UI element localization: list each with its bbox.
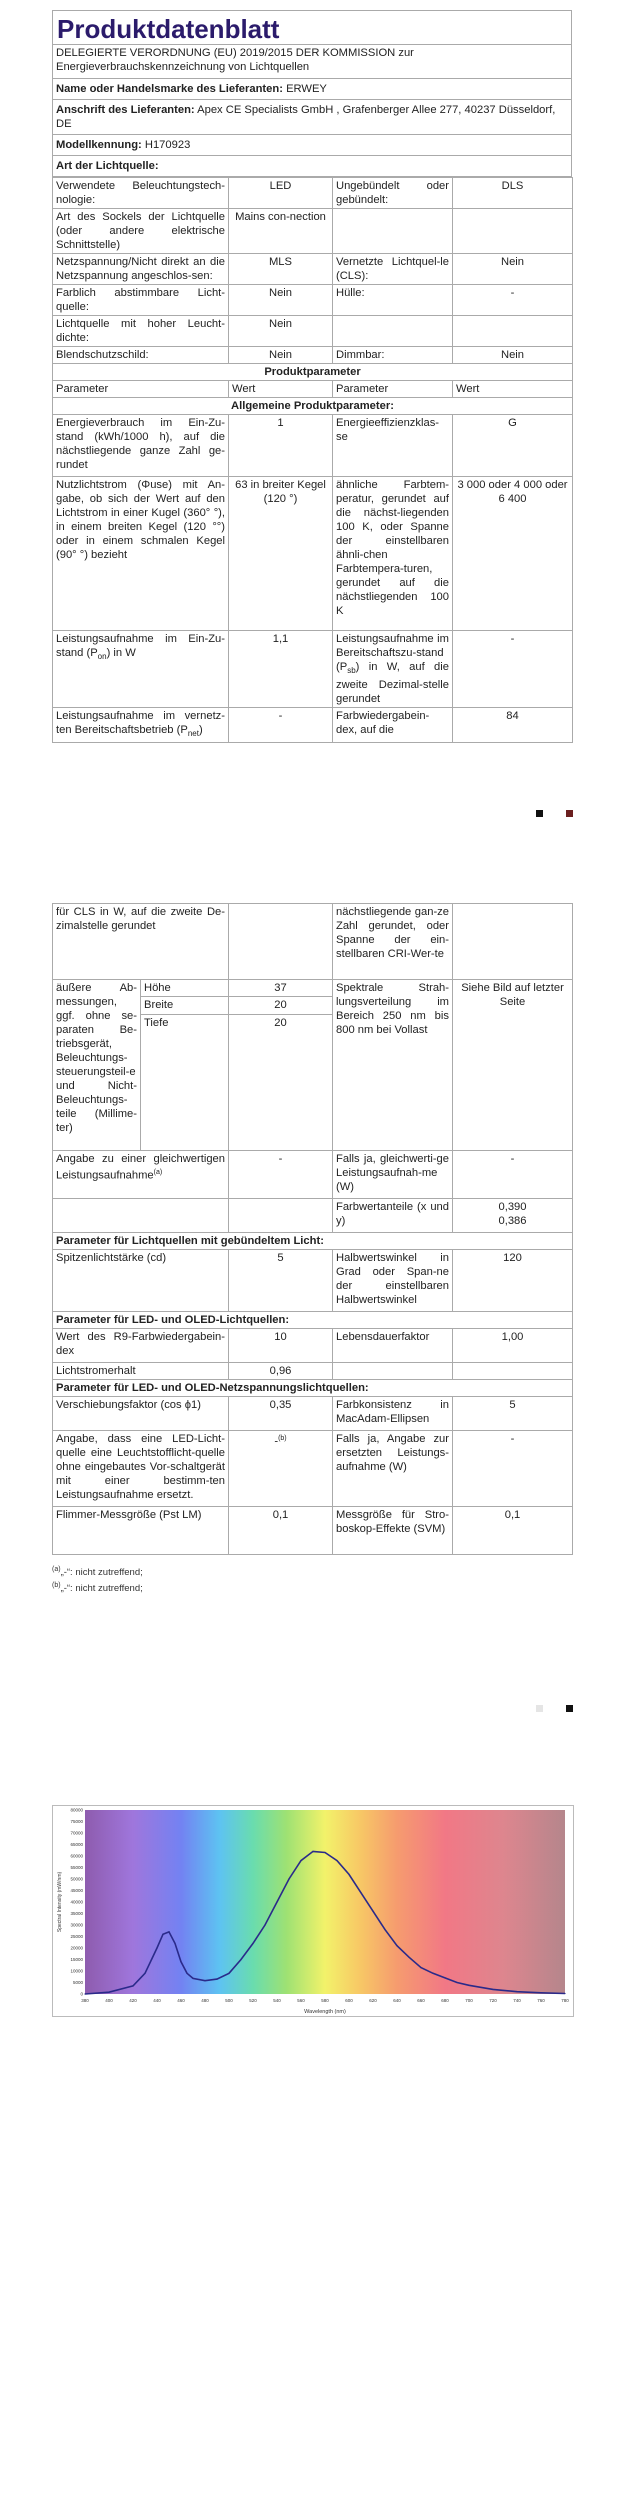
cri-label: Farbwiedergabein-dex, auf die xyxy=(333,708,453,743)
type-row-label: Art des Sockels der Lichtquelle (oder andere elektrische Schnittstelle) xyxy=(53,209,229,254)
type-row-value: LED xyxy=(229,178,333,209)
spectrum-point xyxy=(252,1943,253,1944)
spectrum-point xyxy=(192,1978,193,1979)
page-marker xyxy=(536,810,543,817)
power-standby-label: Leistungsaufnahme im Bereitschaftszu-stand $(P_{sb})$ in W, auf die zweite Dezimal-stelle gerundet xyxy=(333,631,453,708)
type-row-value: DLS xyxy=(453,178,573,209)
r9-label: Wert des R9-Farbwiedergabein-dex xyxy=(53,1329,229,1363)
x-tick-label: 620 xyxy=(369,1998,377,2003)
survival-factor-label: Lebensdauerfaktor xyxy=(333,1329,453,1363)
y-tick-label: 60000 xyxy=(70,1853,83,1859)
type-section-heading: Art der Lichtquelle: xyxy=(53,156,572,177)
cri-value: 84 xyxy=(453,708,573,743)
lumen-maintenance-label: Lichtstromerhalt xyxy=(53,1363,229,1380)
replaced-power-value: - xyxy=(453,1431,573,1507)
spectrum-point xyxy=(216,1979,217,1980)
height-label: Höhe xyxy=(141,980,229,997)
spectrum-point xyxy=(240,1959,241,1960)
datasheet-page-2 xyxy=(52,903,572,1595)
energy-consumption-value: 1 xyxy=(229,415,333,477)
y-tick-label: 25000 xyxy=(70,1934,83,1939)
color-temperature-label: ähnliche Farbtem-peratur, gerundet auf die nächst-liegenden 100 K, oder Spanne der einstellbaren ähnli-chen Farbtempera-turen, gerundet auf die nächstliegenden 100 K xyxy=(333,477,453,631)
spectrum-point xyxy=(348,1874,349,1875)
type-row xyxy=(53,316,573,347)
energy-class-label: Energieeffizienzklas-se xyxy=(333,415,453,477)
x-tick-label: 720 xyxy=(489,1998,497,2003)
equivalent-power-value: - xyxy=(229,1151,333,1199)
height-value: 37 xyxy=(229,980,333,997)
page-marker xyxy=(536,1705,543,1712)
params-table-continued xyxy=(52,903,573,1555)
spectrum-point xyxy=(162,1934,163,1935)
spectrum-point xyxy=(300,1860,301,1861)
x-tick-label: 500 xyxy=(225,1998,233,2003)
spectrum-point xyxy=(516,1991,517,1992)
type-row-value: Nein xyxy=(453,254,573,285)
type-row-value: Nein xyxy=(229,285,333,316)
depth-label: Tiefe xyxy=(141,1014,229,1150)
y-tick-label: 45000 xyxy=(70,1888,83,1893)
power-on-label: Leistungsaufnahme im Ein-Zu-stand $(P_{on})$ in W xyxy=(53,631,229,708)
empty-cell xyxy=(453,904,573,980)
footnote-b: $^{(b)}$„-“: nicht zutreffend; xyxy=(52,1582,143,1595)
x-tick-label: 380 xyxy=(81,1998,89,2003)
y-tick-label: 20000 xyxy=(70,1945,83,1951)
y-tick-label: 5000 xyxy=(72,1980,83,1985)
type-row-label: Blendschutzschild: xyxy=(53,347,229,364)
footnotes xyxy=(52,1563,572,1595)
power-networked-value: - xyxy=(229,708,333,743)
spectrum-point xyxy=(336,1860,337,1861)
empty-cell xyxy=(453,1363,573,1380)
header-table xyxy=(52,10,572,177)
survival-factor-value: 1,00 xyxy=(453,1329,573,1363)
spectrum-point xyxy=(132,1985,133,1986)
address-value: Apex CE Specialists GmbH , Grafenberger Allee 277, 40237 Düsseldorf, DE xyxy=(56,104,556,130)
y-tick-label: 75000 xyxy=(70,1819,83,1824)
peak-intensity-value: 5 xyxy=(229,1250,333,1312)
stroboscopic-metric-label: Messgröße für Stro-boskop-Effekte (SVM) xyxy=(333,1507,453,1555)
dimensions-label: äußere Ab-messungen, ggf. ohne se-paraten Be-triebsgerät, Beleuchtungs-steuerungsteil-e und Nicht-Beleuchtungs-teile (Millime-ter) xyxy=(53,980,141,1151)
color-consistency-value: 5 xyxy=(453,1397,573,1431)
spectrum-point xyxy=(186,1973,187,1974)
y-tick-label: 40000 xyxy=(70,1899,83,1905)
x-tick-label: 440 xyxy=(153,1998,161,2003)
page-title: Produktdatenblatt xyxy=(53,11,572,45)
y-axis-label: Spectral Intensity (mW/nm) xyxy=(57,1871,63,1933)
fluorescent-replacement-label: Angabe, dass eine LED-Licht-quelle eine Leuchtstofflicht-quelle ohne eingebautes Vor-schaltgerät mit einer bestimm-ten Leistungsaufnahme ersetzt. xyxy=(53,1431,229,1507)
chromaticity-value: 0,390 0,386 xyxy=(453,1199,573,1233)
x-tick-label: 780 xyxy=(561,1998,569,2003)
empty-cell xyxy=(229,1199,333,1233)
flicker-metric-value: 0,1 xyxy=(229,1507,333,1555)
spectrum-point xyxy=(174,1943,175,1944)
spectrum-point xyxy=(84,1993,85,1994)
y-tick-label: 55000 xyxy=(70,1865,83,1870)
x-tick-label: 560 xyxy=(297,1998,305,2003)
empty-cell xyxy=(53,1199,229,1233)
spectrum-point xyxy=(264,1924,265,1925)
x-tick-label: 640 xyxy=(393,1998,401,2003)
regulation-text: DELEGIERTE VERORDNUNG (EU) 2019/2015 DER KOMMISSION zur Energieverbrauchskennzeichnung von Lichtquellen xyxy=(53,45,572,79)
width-value: 20 xyxy=(229,997,333,1014)
spectrum-point xyxy=(168,1931,169,1932)
x-tick-label: 540 xyxy=(273,1998,281,2003)
type-row xyxy=(53,347,573,364)
type-row-label: Lichtquelle mit hoher Leucht-dichte: xyxy=(53,316,229,347)
spectrum-point xyxy=(420,1967,421,1968)
spectrum-point xyxy=(456,1982,457,1983)
spectrum-point xyxy=(444,1977,445,1978)
type-row-label xyxy=(333,316,453,347)
type-row-value xyxy=(453,316,573,347)
fluorescent-replacement-value: -$^{(b)}$ xyxy=(229,1431,333,1507)
type-row xyxy=(53,254,573,285)
spectral-distribution-value: Siehe Bild auf letzter Seite xyxy=(453,980,573,1151)
type-row xyxy=(53,178,573,209)
type-row-value: Nein xyxy=(229,347,333,364)
spectrum-point xyxy=(312,1851,313,1852)
col-header-value: Wert xyxy=(453,381,573,398)
spectrum-point xyxy=(384,1929,385,1930)
type-row-label: Vernetzte Lichtquel-le (CLS): xyxy=(333,254,453,285)
spectrum-point xyxy=(228,1973,229,1974)
spectrum-point xyxy=(204,1980,205,1981)
color-consistency-label: Farbkonsistenz in MacAdam-Ellipsen xyxy=(333,1397,453,1431)
power-networked-label-cont: für CLS in W, auf die zweite De-zimalstelle gerundet xyxy=(53,904,229,980)
spectrum-point xyxy=(156,1947,157,1948)
chromaticity-label: Farbwertanteile (x und y) xyxy=(333,1199,453,1233)
x-axis-label: Wavelength (nm) xyxy=(304,2009,346,2015)
model-value: H170923 xyxy=(144,139,191,151)
col-header-parameter: Parameter xyxy=(53,381,229,398)
x-tick-label: 520 xyxy=(249,1998,257,2003)
x-tick-label: 700 xyxy=(465,1998,473,2003)
spectrum-point xyxy=(564,1993,565,1994)
page-marker xyxy=(566,1705,573,1712)
directional-params-heading: Parameter für Lichtquellen mit gebündeltem Licht: xyxy=(53,1233,573,1250)
model-label: Modellkennung: xyxy=(56,139,142,151)
spectrum-point xyxy=(108,1992,109,1993)
type-row-label: Farblich abstimmbare Licht-quelle: xyxy=(53,285,229,316)
energy-class-value: G xyxy=(453,415,573,477)
type-table xyxy=(52,177,573,743)
spectrum-point xyxy=(432,1973,433,1974)
replaced-power-label: Falls ja, Angabe zur ersetzten Leistungs-aufnahme (W) xyxy=(333,1431,453,1507)
type-row xyxy=(53,285,573,316)
type-row-label: Ungebündelt oder gebündelt: xyxy=(333,178,453,209)
y-tick-label: 0 xyxy=(80,1991,83,1997)
spectrum-point xyxy=(408,1957,409,1958)
type-row-label xyxy=(333,209,453,254)
spectrum-point xyxy=(396,1945,397,1946)
col-header-parameter: Parameter xyxy=(333,381,453,398)
x-tick-label: 460 xyxy=(177,1998,185,2003)
type-row-label: Dimmbar: xyxy=(333,347,453,364)
power-networked-label: Leistungsaufnahme im vernetz-ten Bereitschaftsbetrieb $(P_{net})$ xyxy=(53,708,229,743)
energy-consumption-label: Energieverbrauch im Ein-Zu-stand (kWh/1000 h), auf die nächstliegende ganze Zahl ge-rundet xyxy=(53,415,229,477)
product-params-heading: Produktparameter xyxy=(53,364,573,381)
spectrum-point xyxy=(324,1852,325,1853)
lumen-maintenance-value: 0,96 xyxy=(229,1363,333,1380)
spectrum-point xyxy=(492,1989,493,1990)
type-row-label: Hülle: xyxy=(333,285,453,316)
empty-cell xyxy=(229,904,333,980)
datasheet-page-1 xyxy=(52,10,572,743)
x-tick-label: 680 xyxy=(441,1998,449,2003)
empty-cell xyxy=(333,1363,453,1380)
general-params-heading: Allgemeine Produktparameter: xyxy=(53,398,573,415)
cri-label-cont: nächstliegende gan-ze Zahl gerundet, oder Spanne der ein-stellbaren CRI-Wer-te xyxy=(333,904,453,980)
luminous-flux-value: 63 in breiter Kegel (120 °) xyxy=(229,477,333,631)
displacement-factor-label: Verschiebungsfaktor (cos ϕ1) xyxy=(53,1397,229,1431)
spectrum-point xyxy=(144,1973,145,1974)
x-tick-label: 420 xyxy=(129,1998,137,2003)
spectrum-background xyxy=(85,1810,565,1994)
stroboscopic-metric-value: 0,1 xyxy=(453,1507,573,1555)
power-standby-value: - xyxy=(453,631,573,708)
type-row-label: Netzspannung/Nicht direkt an die Netzspannung angeschlos-sen: xyxy=(53,254,229,285)
displacement-factor-value: 0,35 xyxy=(229,1397,333,1431)
power-on-value: 1,1 xyxy=(229,631,333,708)
color-temperature-value: 3 000 oder 4 000 oder 6 400 xyxy=(453,477,573,631)
y-tick-label: 65000 xyxy=(70,1842,83,1847)
type-row-value xyxy=(453,209,573,254)
width-label: Breite xyxy=(141,997,229,1014)
x-tick-label: 600 xyxy=(345,1998,353,2003)
equivalent-power-watts-value: - xyxy=(453,1151,573,1199)
type-row-value: Nein xyxy=(229,316,333,347)
type-row-label: Verwendete Beleuchtungstech-nologie: xyxy=(53,178,229,209)
luminous-flux-label: Nutzlichtstrom (Φuse) mit An-gabe, ob sich der Wert auf den Lichtstrom in einer Kugel (360° °), in einem breiten Kegel (120 °°) oder in einem schmalen Kegel (90° °) bezieht xyxy=(53,477,229,631)
led-params-heading: Parameter für LED- und OLED-Lichtquellen: xyxy=(53,1312,573,1329)
spectrum-point xyxy=(360,1892,361,1893)
x-tick-label: 740 xyxy=(513,1998,521,2003)
beam-angle-value: 120 xyxy=(453,1250,573,1312)
col-header-value: Wert xyxy=(229,381,333,398)
x-tick-label: 660 xyxy=(417,1998,425,2003)
equivalent-power-label: Angabe zu einer gleichwertigen Leistungsaufnahme$^{(a)}$ xyxy=(53,1151,229,1199)
mains-params-heading: Parameter für LED- und OLED-Netzspannungslichtquellen: xyxy=(53,1380,573,1397)
r9-value: 10 xyxy=(229,1329,333,1363)
y-tick-label: 15000 xyxy=(70,1957,83,1962)
page-marker xyxy=(566,810,573,817)
trademark-value: ERWEY xyxy=(286,83,327,95)
x-axis xyxy=(81,1998,569,2003)
flicker-metric-label: Flimmer-Messgröße (Pst LM) xyxy=(53,1507,229,1555)
y-tick-label: 80000 xyxy=(70,1807,83,1813)
address-label: Anschrift des Lieferanten: xyxy=(56,104,195,116)
spectrum-point xyxy=(540,1992,541,1993)
x-tick-label: 760 xyxy=(537,1998,545,2003)
spectral-distribution-chart xyxy=(52,1805,574,2017)
x-tick-label: 400 xyxy=(105,1998,113,2003)
spectrum-point xyxy=(276,1901,277,1902)
trademark-label: Name oder Handelsmarke des Lieferanten: xyxy=(56,83,283,95)
spectrum-point xyxy=(468,1985,469,1986)
type-row-value: MLS xyxy=(229,254,333,285)
spectral-distribution-label: Spektrale Strah-lungsverteilung im Bereich 250 nm bis 800 nm bei Vollast xyxy=(333,980,453,1151)
beam-angle-label: Halbwertswinkel in Grad oder Span-ne der einstellbaren Halbwertswinkel xyxy=(333,1250,453,1312)
equivalent-power-watts-label: Falls ja, gleichwerti-ge Leistungsaufnah-me (W) xyxy=(333,1151,453,1199)
y-tick-label: 70000 xyxy=(70,1830,83,1836)
spectrum-point xyxy=(372,1911,373,1912)
y-tick-label: 30000 xyxy=(70,1922,83,1928)
x-tick-label: 580 xyxy=(321,1998,329,2003)
depth-value: 20 xyxy=(229,1014,333,1150)
x-tick-label: 480 xyxy=(201,1998,209,2003)
type-row-value: Nein xyxy=(453,347,573,364)
spectrum-svg xyxy=(53,1806,573,2016)
type-row-value: - xyxy=(453,285,573,316)
y-tick-label: 35000 xyxy=(70,1911,83,1916)
spectrum-point xyxy=(180,1961,181,1962)
y-axis xyxy=(70,1808,83,1997)
spectrum-point xyxy=(288,1878,289,1879)
y-tick-label: 10000 xyxy=(70,1968,83,1974)
y-tick-label: 50000 xyxy=(70,1876,83,1882)
peak-intensity-label: Spitzenlichtstärke (cd) xyxy=(53,1250,229,1312)
type-row-value: Mains con-nection xyxy=(229,209,333,254)
footnote-a: $^{(a)}$„-“: nicht zutreffend; xyxy=(52,1566,143,1579)
type-row xyxy=(53,209,573,254)
